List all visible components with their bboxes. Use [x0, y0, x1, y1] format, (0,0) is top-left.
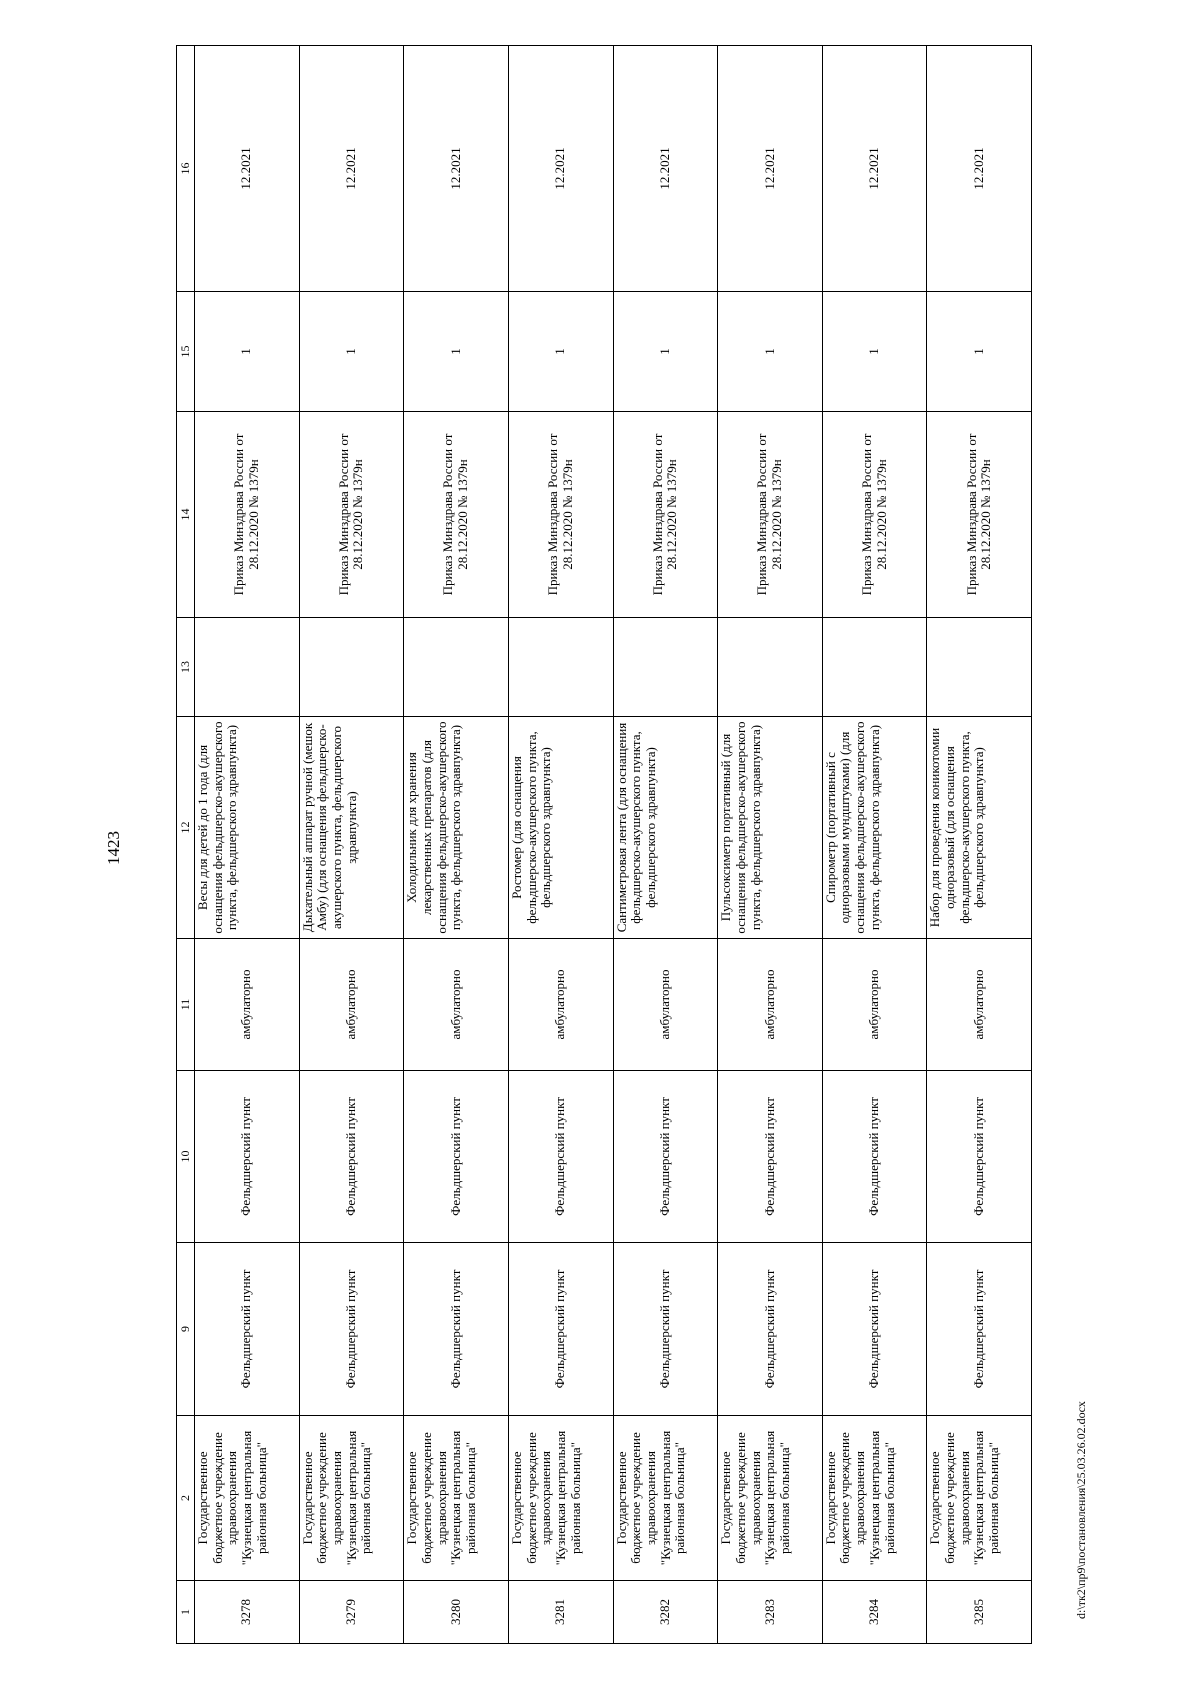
order-cell: Приказ Минздрава России от 28.12.2020 № 1379н: [613, 412, 718, 618]
column-header: 12: [177, 717, 195, 939]
date-cell: 12.2021: [195, 46, 300, 292]
empty-cell: [404, 618, 509, 717]
row-number: 3283: [718, 1581, 823, 1644]
date-cell: 12.2021: [404, 46, 509, 292]
equipment-cell: Сантиметровая лента (для оснащения фельдшерско-акушерского пункта, фельдшерского здравпункта): [613, 717, 718, 939]
quantity-cell: 1: [195, 292, 300, 412]
column-header: 1: [177, 1581, 195, 1644]
organization-cell: Государственное бюджетное учреждение здравоохранения "Кузнецкая центральная районная больница": [822, 1416, 927, 1581]
column-header: 13: [177, 618, 195, 717]
table-row: [613, 46, 718, 1644]
column-header: 2: [177, 1416, 195, 1581]
equipment-cell: Ростомер (для оснащения фельдшерско-акушерского пункта, фельдшерского здравпункта): [508, 717, 613, 939]
date-cell: 12.2021: [718, 46, 823, 292]
footer-file-path: d:\тк2\пр9\постановления\25.03.26.02.docx: [1074, 1401, 1088, 1619]
care-type-cell: амбулаторно: [927, 939, 1032, 1071]
equipment-cell: Пульсоксиметр портативный (для оснащения фельдшерско-акушерского пункта, фельдшерского здравпункта): [718, 717, 823, 939]
column-header: 14: [177, 412, 195, 618]
care-type-cell: амбулаторно: [613, 939, 718, 1071]
column-header: 15: [177, 292, 195, 412]
page-number: 1423: [104, 831, 123, 865]
order-cell: Приказ Минздрава России от 28.12.2020 № 1379н: [404, 412, 509, 618]
row-number: 3281: [508, 1581, 613, 1644]
table-row: [508, 46, 613, 1644]
column-header: 9: [177, 1243, 195, 1416]
table-row: [195, 46, 300, 1644]
unit-cell: Фельдшерский пункт: [613, 1071, 718, 1243]
unit-cell: Фельдшерский пункт: [718, 1071, 823, 1243]
unit-cell: Фельдшерский пункт: [299, 1243, 404, 1416]
date-cell: 12.2021: [822, 46, 927, 292]
care-type-cell: амбулаторно: [718, 939, 823, 1071]
care-type-cell: амбулаторно: [299, 939, 404, 1071]
empty-cell: [613, 618, 718, 717]
quantity-cell: 1: [927, 292, 1032, 412]
organization-cell: Государственное бюджетное учреждение здравоохранения "Кузнецкая центральная районная больница": [195, 1416, 300, 1581]
organization-cell: Государственное бюджетное учреждение здравоохранения "Кузнецкая центральная районная больница": [508, 1416, 613, 1581]
organization-cell: Государственное бюджетное учреждение здравоохранения "Кузнецкая центральная районная больница": [718, 1416, 823, 1581]
equipment-table: [176, 45, 1032, 1644]
unit-cell: Фельдшерский пункт: [822, 1071, 927, 1243]
unit-cell: Фельдшерский пункт: [404, 1243, 509, 1416]
empty-cell: [718, 618, 823, 717]
row-number: 3280: [404, 1581, 509, 1644]
order-cell: Приказ Минздрава России от 28.12.2020 № 1379н: [299, 412, 404, 618]
column-header: 11: [177, 939, 195, 1071]
equipment-cell: Дыхательный аппарат ручной (мешок Амбу) (для оснащения фельдшерско-акушерского пункта, фельдшерского здравпункта): [299, 717, 404, 939]
order-cell: Приказ Минздрава России от 28.12.2020 № 1379н: [822, 412, 927, 618]
quantity-cell: 1: [299, 292, 404, 412]
care-type-cell: амбулаторно: [404, 939, 509, 1071]
unit-cell: Фельдшерский пункт: [927, 1071, 1032, 1243]
empty-cell: [822, 618, 927, 717]
equipment-cell: Спирометр (портативный с одноразовыми мундштуками) (для оснащения фельдшерско-акушерского пункта, фельдшерского здравпункта): [822, 717, 927, 939]
quantity-cell: 1: [718, 292, 823, 412]
organization-cell: Государственное бюджетное учреждение здравоохранения "Кузнецкая центральная районная больница": [299, 1416, 404, 1581]
empty-cell: [195, 618, 300, 717]
empty-cell: [927, 618, 1032, 717]
row-number: 3279: [299, 1581, 404, 1644]
organization-cell: Государственное бюджетное учреждение здравоохранения "Кузнецкая центральная районная больница": [927, 1416, 1032, 1581]
order-cell: Приказ Минздрава России от 28.12.2020 № 1379н: [927, 412, 1032, 618]
unit-cell: Фельдшерский пункт: [927, 1243, 1032, 1416]
quantity-cell: 1: [404, 292, 509, 412]
rotated-table-container: [176, 46, 1032, 1644]
empty-cell: [299, 618, 404, 717]
date-cell: 12.2021: [927, 46, 1032, 292]
unit-cell: Фельдшерский пункт: [195, 1243, 300, 1416]
date-cell: 12.2021: [508, 46, 613, 292]
table-row: [299, 46, 404, 1644]
row-number: 3282: [613, 1581, 718, 1644]
equipment-cell: Холодильник для хранения лекарственных препаратов (для оснащения фельдшерско-акушерского пункта, фельдшерского здравпункта): [404, 717, 509, 939]
row-number: 3278: [195, 1581, 300, 1644]
order-cell: Приказ Минздрава России от 28.12.2020 № 1379н: [508, 412, 613, 618]
care-type-cell: амбулаторно: [822, 939, 927, 1071]
unit-cell: Фельдшерский пункт: [195, 1071, 300, 1243]
unit-cell: Фельдшерский пункт: [508, 1071, 613, 1243]
care-type-cell: амбулаторно: [508, 939, 613, 1071]
empty-cell: [508, 618, 613, 717]
quantity-cell: 1: [613, 292, 718, 412]
table-row: [822, 46, 927, 1644]
quantity-cell: 1: [822, 292, 927, 412]
equipment-cell: Весы для детей до 1 года (для оснащения фельдшерско-акушерского пункта, фельдшерского здравпункта): [195, 717, 300, 939]
header-row: [177, 46, 195, 1644]
row-number: 3284: [822, 1581, 927, 1644]
unit-cell: Фельдшерский пункт: [613, 1243, 718, 1416]
care-type-cell: амбулаторно: [195, 939, 300, 1071]
unit-cell: Фельдшерский пункт: [508, 1243, 613, 1416]
unit-cell: Фельдшерский пункт: [718, 1243, 823, 1416]
date-cell: 12.2021: [299, 46, 404, 292]
unit-cell: Фельдшерский пункт: [404, 1071, 509, 1243]
quantity-cell: 1: [508, 292, 613, 412]
column-header: 16: [177, 46, 195, 292]
table-row: [404, 46, 509, 1644]
row-number: 3285: [927, 1581, 1032, 1644]
date-cell: 12.2021: [613, 46, 718, 292]
order-cell: Приказ Минздрава России от 28.12.2020 № 1379н: [718, 412, 823, 618]
column-header: 10: [177, 1071, 195, 1243]
organization-cell: Государственное бюджетное учреждение здравоохранения "Кузнецкая центральная районная больница": [404, 1416, 509, 1581]
equipment-cell: Набор для проведения коникотомии одноразовый (для оснащения фельдшерско-акушерского пункта, фельдшерского здравпункта): [927, 717, 1032, 939]
table-row: [927, 46, 1032, 1644]
unit-cell: Фельдшерский пункт: [299, 1071, 404, 1243]
organization-cell: Государственное бюджетное учреждение здравоохранения "Кузнецкая центральная районная больница": [613, 1416, 718, 1581]
order-cell: Приказ Минздрава России от 28.12.2020 № 1379н: [195, 412, 300, 618]
table-row: [718, 46, 823, 1644]
unit-cell: Фельдшерский пункт: [822, 1243, 927, 1416]
